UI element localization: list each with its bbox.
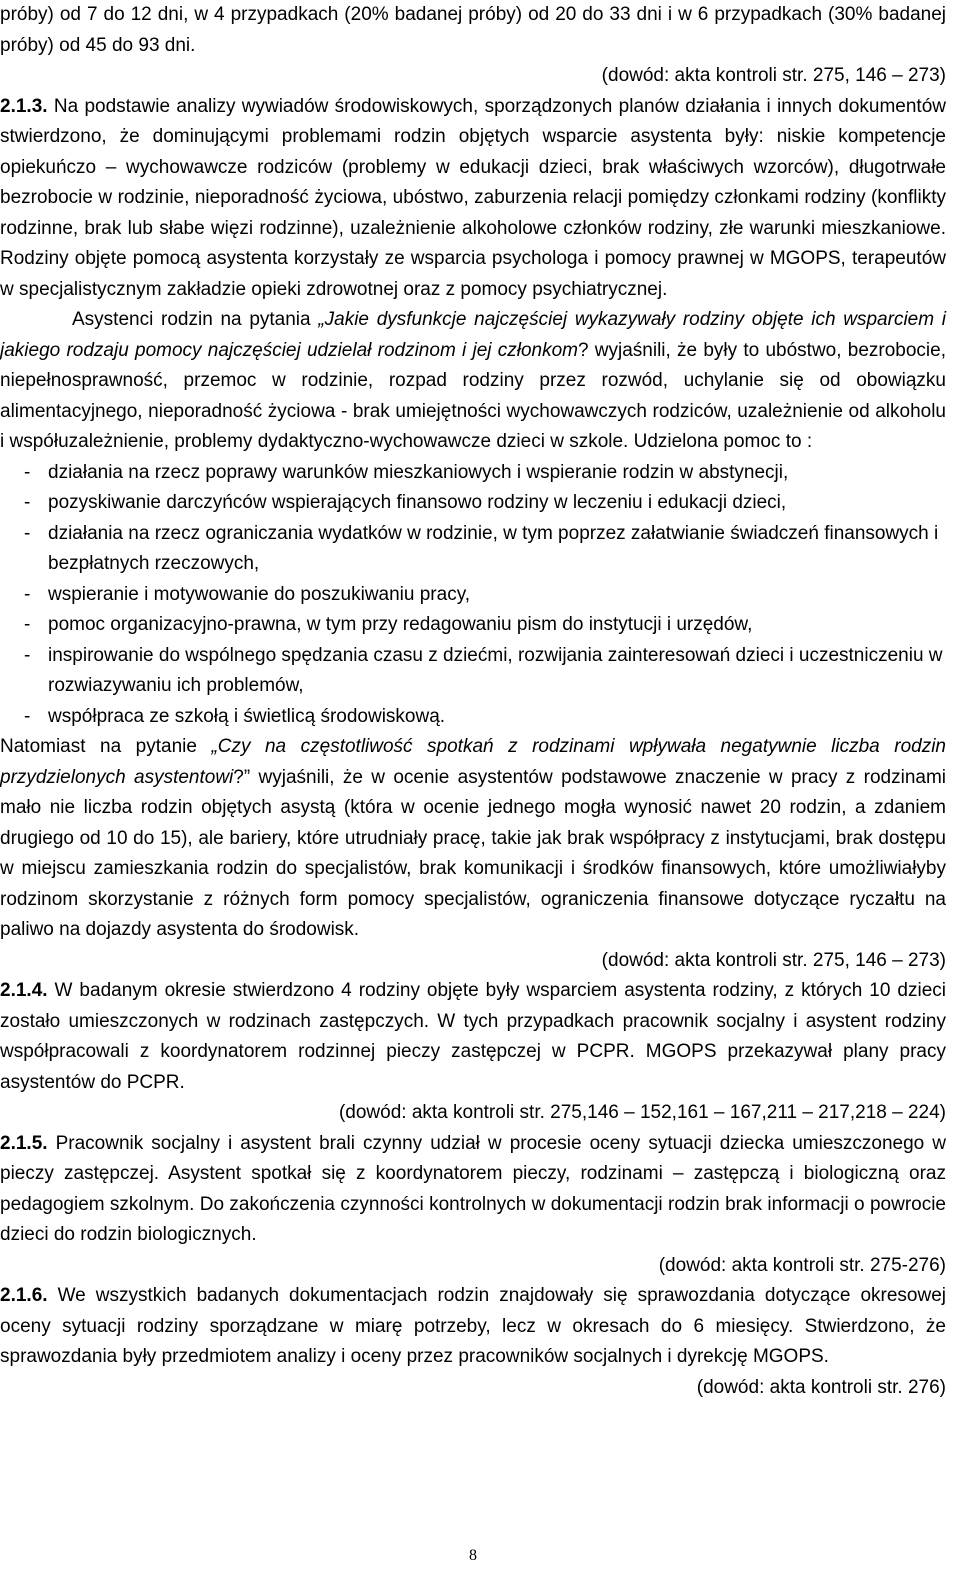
question-2-answer: ?” wyjaśnili, że w ocenie asystentów podstawowe znaczenie w pracy z rodzinami mało nie liczba rodzin objętych asystą (która w ocenie jednego mogła wynosić nawet 20 rodzin, a zdaniem drugiego od 10 do 15), ale bariery, które utrudniały pracę, takie jak brak współpracy z instytucjami, brak dostępu w miejscu zamieszkania rodzin do specjalistów, brak komunikacji i środków finansowych, które umożliwiałyby rodzinom skorzystanie z różnych form pomocy specjalistów, ograniczenia finansowe dotyczące ryczałtu na paliwo na dojazdy asystenta do środowisk. (0, 766, 946, 940)
question-2-lead: Natomiast na pytanie (0, 736, 212, 757)
question-1-lead: Asystenci rodzin na pytania (72, 309, 319, 330)
question-1-answer: ? wyjaśnili, że były to ubóstwo, bezrobocie, niepełnosprawność, przemoc w rodzinie, rozpad rodziny przez rozwód, uchylanie się od obowiązku alimentacyjnego, nieporadność życiowa - brak umiejętności wychowawczych rodziców, uzależnienie od alkoholu i współuzależnienie, problemy dydaktyczno-wychowawcze dzieci w szkole. (0, 339, 946, 452)
list-item: - inspirowanie do wspólnego spędzania czasu z dziećmi, rozwijania zainteresowań dzieci i uczestniczeniu w rozwiazywaniu ich problemów, (0, 641, 946, 702)
question-2-evidence: (dowód: akta kontroli str. 275, 146 – 273) (601, 949, 946, 971)
assistance-list (0, 458, 946, 733)
section-2-1-6-evidence: (dowód: akta kontroli str. 276) (696, 1376, 946, 1398)
section-text: W badanym okresie stwierdzono 4 rodziny objęte były wsparciem asystenta rodziny, z których 10 dzieci zostało umieszczonych w rodzinach zastępczych. W tych przypadkach pracownik socjalny i asystent rodziny współpracowali z koordynatorem rodzinnej pieczy zastępczej w PCPR. MGOPS przekazywał plany pracy asystentów do PCPR. (0, 980, 946, 1093)
section-number: 2.1.6. (0, 1285, 48, 1306)
section-text: Na podstawie analizy wywiadów środowiskowych, sporządzonych planów działania i innych dokumentów stwierdzono, że dominującymi problemami rodzin objętych wsparcie asystenta były: niskie kompetencje opiekuńczo – wychowawcze rodziców (problemy w edukacji dzieci, brak właściwych wzorców), długotrwałe bezrobocie w rodzinie, nieporadność życiowa, ubóstwo, zaburzenia relacji pomiędzy członkami rodziny (konflikty rodzinne, brak lub słabe więzi rodzinne), uzależnienie alkoholowe członków rodziny, złe warunki mieszkaniowe. (0, 95, 946, 239)
section-number: 2.1.5. (0, 1132, 48, 1154)
section-text: Pracownik socjalny i asystent brali czynny udział w procesie oceny sytuacji dziecka umieszczonego w pieczy zastępczej. Asystent spotkał się z koordynatorem pieczy, rodzinami – zastępczą i biologiczną oraz pedagogiem szkolnym. Do zakończenia czynności kontrolnych w dokumentacji rodzin brak informacji o powrocie dzieci do rodzin biologicznych. (0, 1132, 946, 1245)
section-2-1-6 (0, 1281, 946, 1373)
section-2-1-4 (0, 976, 946, 1098)
intro-evidence: (dowód: akta kontroli str. 275, 146 – 273) (601, 65, 946, 86)
section-2-1-3 (0, 92, 946, 306)
section-2-1-5 (0, 1129, 946, 1251)
section-2-1-4-evidence: (dowód: akta kontroli str. 275,146 – 152,161 – 167,211 – 217,218 – 224) (338, 1102, 946, 1123)
list-item: - pomoc organizacyjno-prawna, w tym przy redagowaniu pism do instytucji i urzędów, (0, 610, 946, 641)
section-2-1-5-evidence: (dowód: akta kontroli str. 275-276) (658, 1254, 946, 1276)
intro-paragraph (0, 0, 946, 61)
page-number: 8 (469, 1547, 477, 1564)
list-item: - działania na rzecz poprawy warunków mieszkaniowych i wspieranie rodzin w abstynecji, (0, 458, 946, 489)
intro-text: próby) od 7 do 12 dni, w 4 przypadkach (20% badanej próby) od 20 do 33 dni i w 6 przypadkach (30% badanej próby) od 45 do 93 dni. (0, 4, 946, 56)
section-text-continued: Rodziny objęte pomocą asystenta korzystały ze wsparcia psychologa i pomocy prawnej w MGOPS, terapeutów w specjalistycznym zakładzie opieki zdrowotnej oraz z pomocy psychiatrycznej. (0, 248, 946, 300)
question-1-paragraph (0, 305, 946, 458)
question-2-text: „Czy na częstotliwość spotkań z rodzinami wpływała negatywnie liczba rodzin przydzielonych asystentowi (0, 736, 946, 788)
list-item: - współpraca ze szkołą i świetlicą środowiskową. (0, 702, 946, 733)
question-1-answer-continued: Udzielona pomoc to : (628, 431, 813, 452)
section-number: 2.1.3. (0, 95, 48, 117)
list-item: - pozyskiwanie darczyńców wspierających finansowo rodziny w leczeniu i edukacji dzieci, (0, 488, 946, 519)
question-2-paragraph (0, 732, 946, 946)
list-item: - działania na rzecz ograniczania wydatków w rodzinie, w tym poprzez załatwianie świadczeń finansowych i bezpłatnych rzeczowych, (0, 519, 946, 580)
section-text: We wszystkich badanych dokumentacjach rodzin znajdowały się sprawozdania dotyczące okresowej oceny sytuacji rodziny sporządzane w miarę potrzeby, lecz w okresach do 6 miesięcy. Stwierdzono, że sprawozdania były przedmiotem analizy i oceny przez pracowników socjalnych i dyrekcję MGOPS. (0, 1285, 946, 1367)
list-item: - wspieranie i motywowanie do poszukiwaniu pracy, (0, 580, 946, 611)
question-1-text: „Jakie dysfunkcje najczęściej wykazywały rodziny objęte ich wsparciem i jakiego rodzaju pomocy najczęściej udzielał rodzinom i jej członkom (0, 309, 947, 361)
section-number: 2.1.4. (0, 980, 48, 1001)
